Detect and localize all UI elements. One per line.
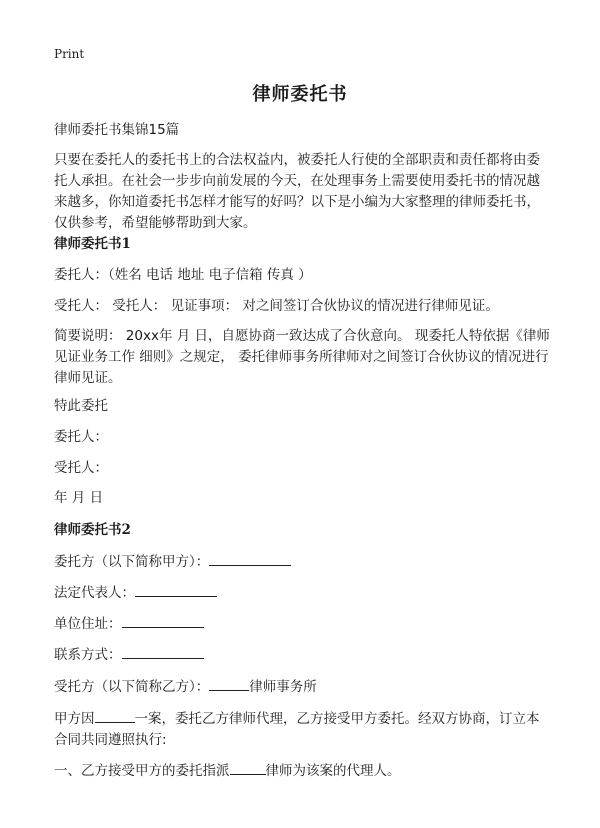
legal-rep-blank xyxy=(135,582,217,597)
section2-item1 xyxy=(54,760,550,782)
para-prefix: 甲方因 xyxy=(54,711,95,727)
party-b-label: 受托方（以下简称乙方）： xyxy=(54,679,210,695)
item1-prefix: 一、乙方接受甲方的委托指派 xyxy=(54,763,230,779)
section2-heading: 律师委托书2 xyxy=(54,522,131,538)
section2-party-b xyxy=(54,676,550,698)
subtitle: 律师委托书集锦15篇 xyxy=(54,122,180,138)
section1-date: 年 月 日 xyxy=(54,490,104,506)
legal-rep-label: 法定代表人： xyxy=(54,585,135,601)
section1-special: 特此委托 xyxy=(54,398,108,414)
section2-party-a xyxy=(54,551,550,573)
lawyer-blank xyxy=(230,760,266,775)
section1-client: 委托人：（姓名 电话 地址 电子信箱 传真 ） xyxy=(54,267,312,283)
section2-paragraph xyxy=(54,708,550,751)
contact-label: 联系方式： xyxy=(54,647,122,663)
section1-client-sign: 委托人： xyxy=(54,429,108,445)
section1-heading: 律师委托书1 xyxy=(54,236,131,252)
para-suffix: 一案，委托乙方律师代理，乙方接受甲方委托。经双方协商，订立本合同共同遵照执行: xyxy=(54,711,540,748)
party-a-label: 委托方（以下简称甲方）： xyxy=(54,554,210,570)
intro-paragraph: 只要在委托人的委托书上的合法权益内，被委托人行使的全部职责和责任都将由委托人承担。在社会一步步向前发展的今天，在处理事务上需要使用委托书的情况越来越多，你知道委托书怎样才能写的好吗？以下是小编为大家整理的律师委托书，仅供参考，希望能够帮助到大家。 xyxy=(54,152,540,231)
section1-trustee: 受托人： 受托人： 见证事项： 对之间签订合伙协议的情况进行律师见证。 xyxy=(54,298,499,314)
address-blank xyxy=(122,613,204,628)
section1-trustee-sign: 受托人： xyxy=(54,460,108,476)
item1-suffix: 律师为该案的代理人。 xyxy=(265,763,401,779)
section2-address xyxy=(54,613,550,635)
print-link[interactable]: Print xyxy=(54,47,85,61)
section2-legal-rep xyxy=(54,582,550,604)
party-b-blank xyxy=(209,676,249,691)
contact-blank xyxy=(122,644,204,659)
page-title: 律师委托书 xyxy=(252,84,348,105)
party-b-suffix: 律师事务所 xyxy=(249,679,317,695)
address-label: 单位住址： xyxy=(54,616,122,632)
section1-summary: 简要说明： 20xx年 月 日，自愿协商一致达成了合伙意向。 现委托人特依据《律师见证业务工作 细则》之规定， 委托律师事务所律师对之间签订合伙协议的情况进行律师见证。 xyxy=(54,328,550,386)
case-blank xyxy=(95,708,135,723)
party-a-blank xyxy=(209,551,291,566)
section2-contact xyxy=(54,644,550,666)
